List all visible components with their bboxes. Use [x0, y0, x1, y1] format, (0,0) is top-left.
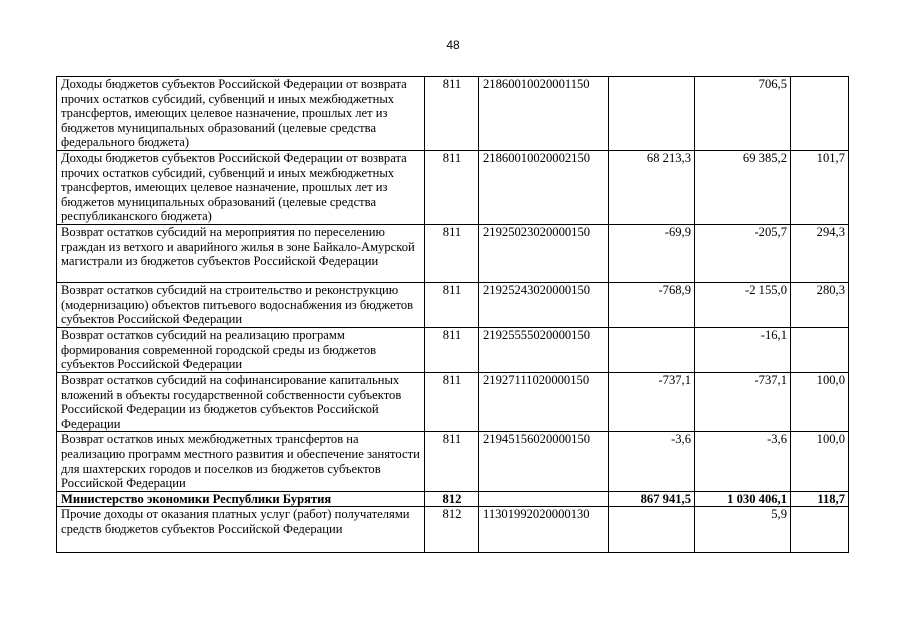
fact-amount-cell: 706,5 — [695, 77, 791, 151]
fact-amount-cell: 1 030 406,1 — [695, 491, 791, 507]
revenue-name-cell: Доходы бюджетов субъектов Российской Федерации от возврата прочих остатков субсидий, субвенций и иных межбюджетных трансфертов, имеющих целевое назначение, прошлых лет из бюджетов муниципальных образований (целевые средства федерального бюджета) — [57, 77, 425, 151]
percent-cell: 294,3 — [791, 224, 849, 282]
plan-amount-cell: -3,6 — [609, 432, 695, 491]
table-row — [57, 224, 849, 282]
admin-code-cell: 811 — [425, 150, 479, 224]
table-row — [57, 77, 849, 151]
percent-cell — [791, 77, 849, 151]
table-row — [57, 372, 849, 431]
fact-amount-cell: -205,7 — [695, 224, 791, 282]
table-row — [57, 432, 849, 491]
admin-code-cell: 811 — [425, 372, 479, 431]
percent-cell: 118,7 — [791, 491, 849, 507]
revenue-name-cell: Министерство экономики Республики Бурятия — [57, 491, 425, 507]
revenue-name-cell: Возврат остатков иных межбюджетных трансфертов на реализацию программ местного развития и обеспечение занятости для шахтерских городов и поселков из бюджетов субъектов Российской Федерации — [57, 432, 425, 491]
budget-code-cell: 21927111020000150 — [479, 372, 609, 431]
table-row — [57, 150, 849, 224]
table-row — [57, 327, 849, 372]
plan-amount-cell: -69,9 — [609, 224, 695, 282]
percent-cell — [791, 327, 849, 372]
plan-amount-cell — [609, 77, 695, 151]
admin-code-cell: 811 — [425, 224, 479, 282]
plan-amount-cell — [609, 327, 695, 372]
fact-amount-cell: -3,6 — [695, 432, 791, 491]
admin-code-cell: 811 — [425, 77, 479, 151]
plan-amount-cell: -768,9 — [609, 282, 695, 327]
plan-amount-cell — [609, 507, 695, 553]
revenue-name-cell: Возврат остатков субсидий на реализацию программ формирования современной городской среды из бюджетов субъектов Российской Федерации — [57, 327, 425, 372]
table-row — [57, 282, 849, 327]
percent-cell: 101,7 — [791, 150, 849, 224]
revenue-name-cell: Прочие доходы от оказания платных услуг (работ) получателями средств бюджетов субъектов Российской Федерации — [57, 507, 425, 553]
percent-cell: 100,0 — [791, 372, 849, 431]
revenue-name-cell: Возврат остатков субсидий на строительство и реконструкцию (модернизацию) объектов питьевого водоснабжения из бюджетов субъектов Российской Федерации — [57, 282, 425, 327]
revenue-name-cell: Доходы бюджетов субъектов Российской Федерации от возврата прочих остатков субсидий, субвенций и иных межбюджетных трансфертов, имеющих целевое назначение, прошлых лет из бюджетов муниципальных образований (целевые средства республиканского бюджета) — [57, 150, 425, 224]
admin-code-cell: 811 — [425, 282, 479, 327]
revenue-name-cell: Возврат остатков субсидий на софинансирование капитальных вложений в объекты государственной собственности субъектов Российской Федерации из бюджетов субъектов Российской Федерации — [57, 372, 425, 431]
fact-amount-cell: 69 385,2 — [695, 150, 791, 224]
plan-amount-cell: -737,1 — [609, 372, 695, 431]
plan-amount-cell: 867 941,5 — [609, 491, 695, 507]
budget-code-cell: 11301992020000130 — [479, 507, 609, 553]
admin-code-cell: 812 — [425, 491, 479, 507]
budget-code-cell — [479, 491, 609, 507]
budget-code-cell: 21925243020000150 — [479, 282, 609, 327]
page-number: 48 — [446, 38, 460, 52]
budget-code-cell: 21945156020000150 — [479, 432, 609, 491]
table-row — [57, 507, 849, 553]
budget-revenue-table — [56, 76, 849, 553]
table-row — [57, 491, 849, 507]
percent-cell: 280,3 — [791, 282, 849, 327]
fact-amount-cell: -737,1 — [695, 372, 791, 431]
revenue-name-cell: Возврат остатков субсидий на мероприятия по переселению граждан из ветхого и аварийного жилья в зоне Байкало-Амурской магистрали из бюджетов субъектов Российской Федерации — [57, 224, 425, 282]
fact-amount-cell: 5,9 — [695, 507, 791, 553]
percent-cell: 100,0 — [791, 432, 849, 491]
admin-code-cell: 811 — [425, 432, 479, 491]
budget-code-cell: 21860010020001150 — [479, 77, 609, 151]
budget-code-cell: 21925023020000150 — [479, 224, 609, 282]
percent-cell — [791, 507, 849, 553]
budget-code-cell: 21925555020000150 — [479, 327, 609, 372]
admin-code-cell: 812 — [425, 507, 479, 553]
table-body — [57, 77, 849, 553]
budget-code-cell: 21860010020002150 — [479, 150, 609, 224]
admin-code-cell: 811 — [425, 327, 479, 372]
fact-amount-cell: -16,1 — [695, 327, 791, 372]
fact-amount-cell: -2 155,0 — [695, 282, 791, 327]
plan-amount-cell: 68 213,3 — [609, 150, 695, 224]
